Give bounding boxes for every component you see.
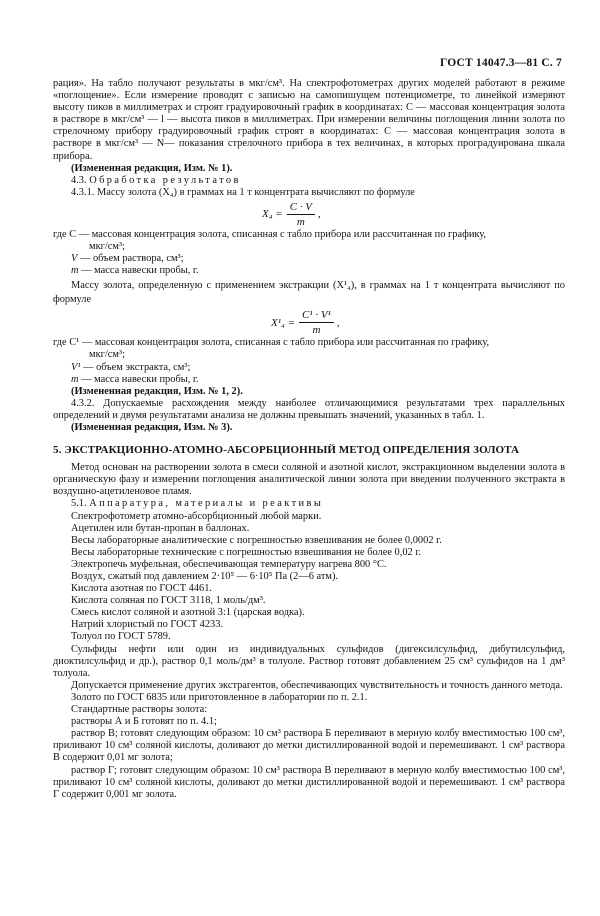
section-5-1-number: 5.1.: [71, 498, 87, 510]
solution-v: раствор В; готовят следующим образом: 10 см³ раствора Б переливают в мерную колбу вместимостью 100 см³, приливают 10 см³ соляной кислоты, доливают до метки дистиллированной водой и перемешивают. 1 см³ раствора В содержит 0,01 мг золота;: [53, 728, 565, 764]
method-text: Метод основан на растворении золота в смеси соляной и азотной кислот, экстракционном выделении золота в органическую фазу и измерении поглощения аналитической линии золота при введении полученного экстракта в воздушно-ацетиленовое пламя.: [53, 462, 565, 498]
def-1-v: V — объем раствора, см³;: [71, 253, 184, 265]
section-4-3-number: 4.3.: [71, 174, 87, 186]
formula-2-denominator: m: [312, 324, 321, 337]
def-2-v1: V¹ — объем экстракта, см³;: [71, 361, 191, 373]
def-1-c-cont: мкг/см³;: [89, 241, 125, 253]
equipment-item: Кислота соляная по ГОСТ 3118, 1 моль/дм³.: [71, 595, 266, 607]
sulfides-text: Сульфиды нефти или один из индивидуальных сульфидов (дигексилсульфид, дибутилсульфид, диоктилсульфид и др.), раствор 0,1 моль/дм³ в толуоле. Раствор готовят добавлением 25 см³ сульфидов на 1 дм³ толуола.: [53, 643, 565, 679]
equipment-item: Кислота азотная по ГОСТ 4461.: [71, 583, 213, 595]
edit-note-3: (Измененная редакция, Изм. № 3).: [71, 421, 233, 433]
solutions-ab: растворы А и Б готовят по п. 4.1;: [71, 716, 217, 728]
equipment-item: Ацетилен или бутан-пропан в баллонах.: [71, 522, 250, 534]
def-1-c: где C — массовая концентрация золота, списанная с табло прибора или рассчитанная по графику,: [53, 228, 487, 240]
formula-2-lhs: X¹₄ =: [271, 316, 296, 329]
equipment-item: Натрий хлористый по ГОСТ 4233.: [71, 619, 224, 631]
equipment-item: Весы лабораторные аналитические с погрешностью взвешивания не более 0,0002 г.: [71, 534, 442, 546]
equipment-list: [53, 511, 565, 644]
equipment-item: Воздух, сжатый под давлением 2·10⁵ — 6·10⁵ Па (2—6 атм).: [71, 571, 339, 582]
page-header: ГОСТ 14047.3—81 С. 7: [439, 57, 562, 69]
definitions-2: [53, 337, 565, 385]
section-4-3-title: Обработка результатов: [89, 174, 241, 186]
extraction-intro: Массу золота, определенную с применением экстракции (X¹₄), в граммах на 1 т концентрата вычисляют по формуле: [53, 280, 565, 306]
formula-1-numerator: C · V: [287, 201, 315, 215]
formula-1: [53, 201, 565, 228]
section-5-1-title: Аппаратура, материалы и реактивы: [89, 498, 324, 510]
solution-g: раствор Г; готовят следующим образом: 10 см³ раствора В переливают в мерную колбу вместимостью 100 см³, приливают 10 см³ соляной кислоты, доливают до метки дистиллированной водой и перемешивают. 1 см³ раствора Г содержит 0,001 мг золота.: [53, 764, 565, 800]
section-4-3-2: 4.3.2. Допускаемые расхождения между наиболее отличающимися результатами трех параллельных определений и двумя результатами анализа не должны превышать значений, указанных в табл. 1.: [53, 397, 565, 421]
equipment-item: Электропечь муфельная, обеспечивающая температуру нагрева 800 °С.: [71, 558, 387, 570]
def-2-c1: где C¹ — массовая концентрация золота, списанная с табло прибора или рассчитанная по графику,: [53, 337, 490, 349]
equipment-item: Весы лабораторные технические с погрешностью взвешивания не более 0,02 г.: [71, 546, 422, 558]
formula-1-tail: ,: [318, 208, 321, 221]
section-4-3-1: 4.3.1. Массу золота (X₄) в граммах на 1 т концентрата вычисляют по формуле: [71, 186, 415, 198]
def-2-c1-cont: мкг/см³;: [89, 349, 125, 361]
definitions-1: [53, 229, 565, 277]
def-1-m: m — масса навески пробы, г.: [71, 265, 199, 277]
formula-1-lhs: X₄ =: [262, 208, 283, 221]
top-paragraph: рация». На табло получают результаты в мкг/см³. На спектрофотометрах других моделей работают в режиме «поглощение». Если измерение проводят с записью на самопишущем потенциометре, то линейкой измеряют высоту пиков в миллиметрах и строят градуировочный график в координатах: C — массовая концентрация золота в растворе в мкг/см³ — l — высота пиков в миллиметрах. При измерении величины поглощения линии золота по стрелочному прибору градуировочный график строят в координатах: C — массовая концентрация золота в растворе в мкг/см³ — N— показания стрелочного прибора в тех величинах, в которых проградуирована шкала прибора.: [53, 78, 565, 162]
gold-text: Золото по ГОСТ 6835 или приготовленное в лаборатории по п. 2.1.: [71, 691, 368, 703]
standard-solutions-title: Стандартные растворы золота:: [71, 704, 208, 716]
document-body: [53, 78, 565, 801]
formula-2-tail: ,: [336, 316, 340, 329]
edit-note-1: (Измененная редакция, Изм. № 1).: [71, 162, 233, 174]
def-2-m: m — масса навески пробы, г.: [71, 373, 199, 385]
formula-1-denominator: m: [296, 215, 305, 228]
equipment-item: Спектрофотометр атомно-абсорбционный любой марки.: [71, 510, 322, 522]
extractants-text: Допускается применение других экстрагентов, обеспечивающих чувствительность и точность данного метода.: [71, 679, 563, 691]
equipment-item: Толуол по ГОСТ 5789.: [71, 631, 171, 643]
formula-2: [53, 309, 565, 336]
equipment-item: Смесь кислот соляной и азотной 3:1 (царская водка).: [71, 607, 305, 619]
edit-note-2: (Измененная редакция, Изм. № 1, 2).: [71, 385, 243, 397]
section-5-title: 5. ЭКСТРАКЦИОННО-АТОМНО-АБСОРБЦИОННЫЙ МЕТОД ОПРЕДЕЛЕНИЯ ЗОЛОТА: [53, 444, 520, 457]
section-5-1-heading: [53, 498, 565, 510]
section-4-3-heading: [53, 175, 565, 187]
formula-2-numerator: C¹ · V¹: [299, 309, 334, 323]
